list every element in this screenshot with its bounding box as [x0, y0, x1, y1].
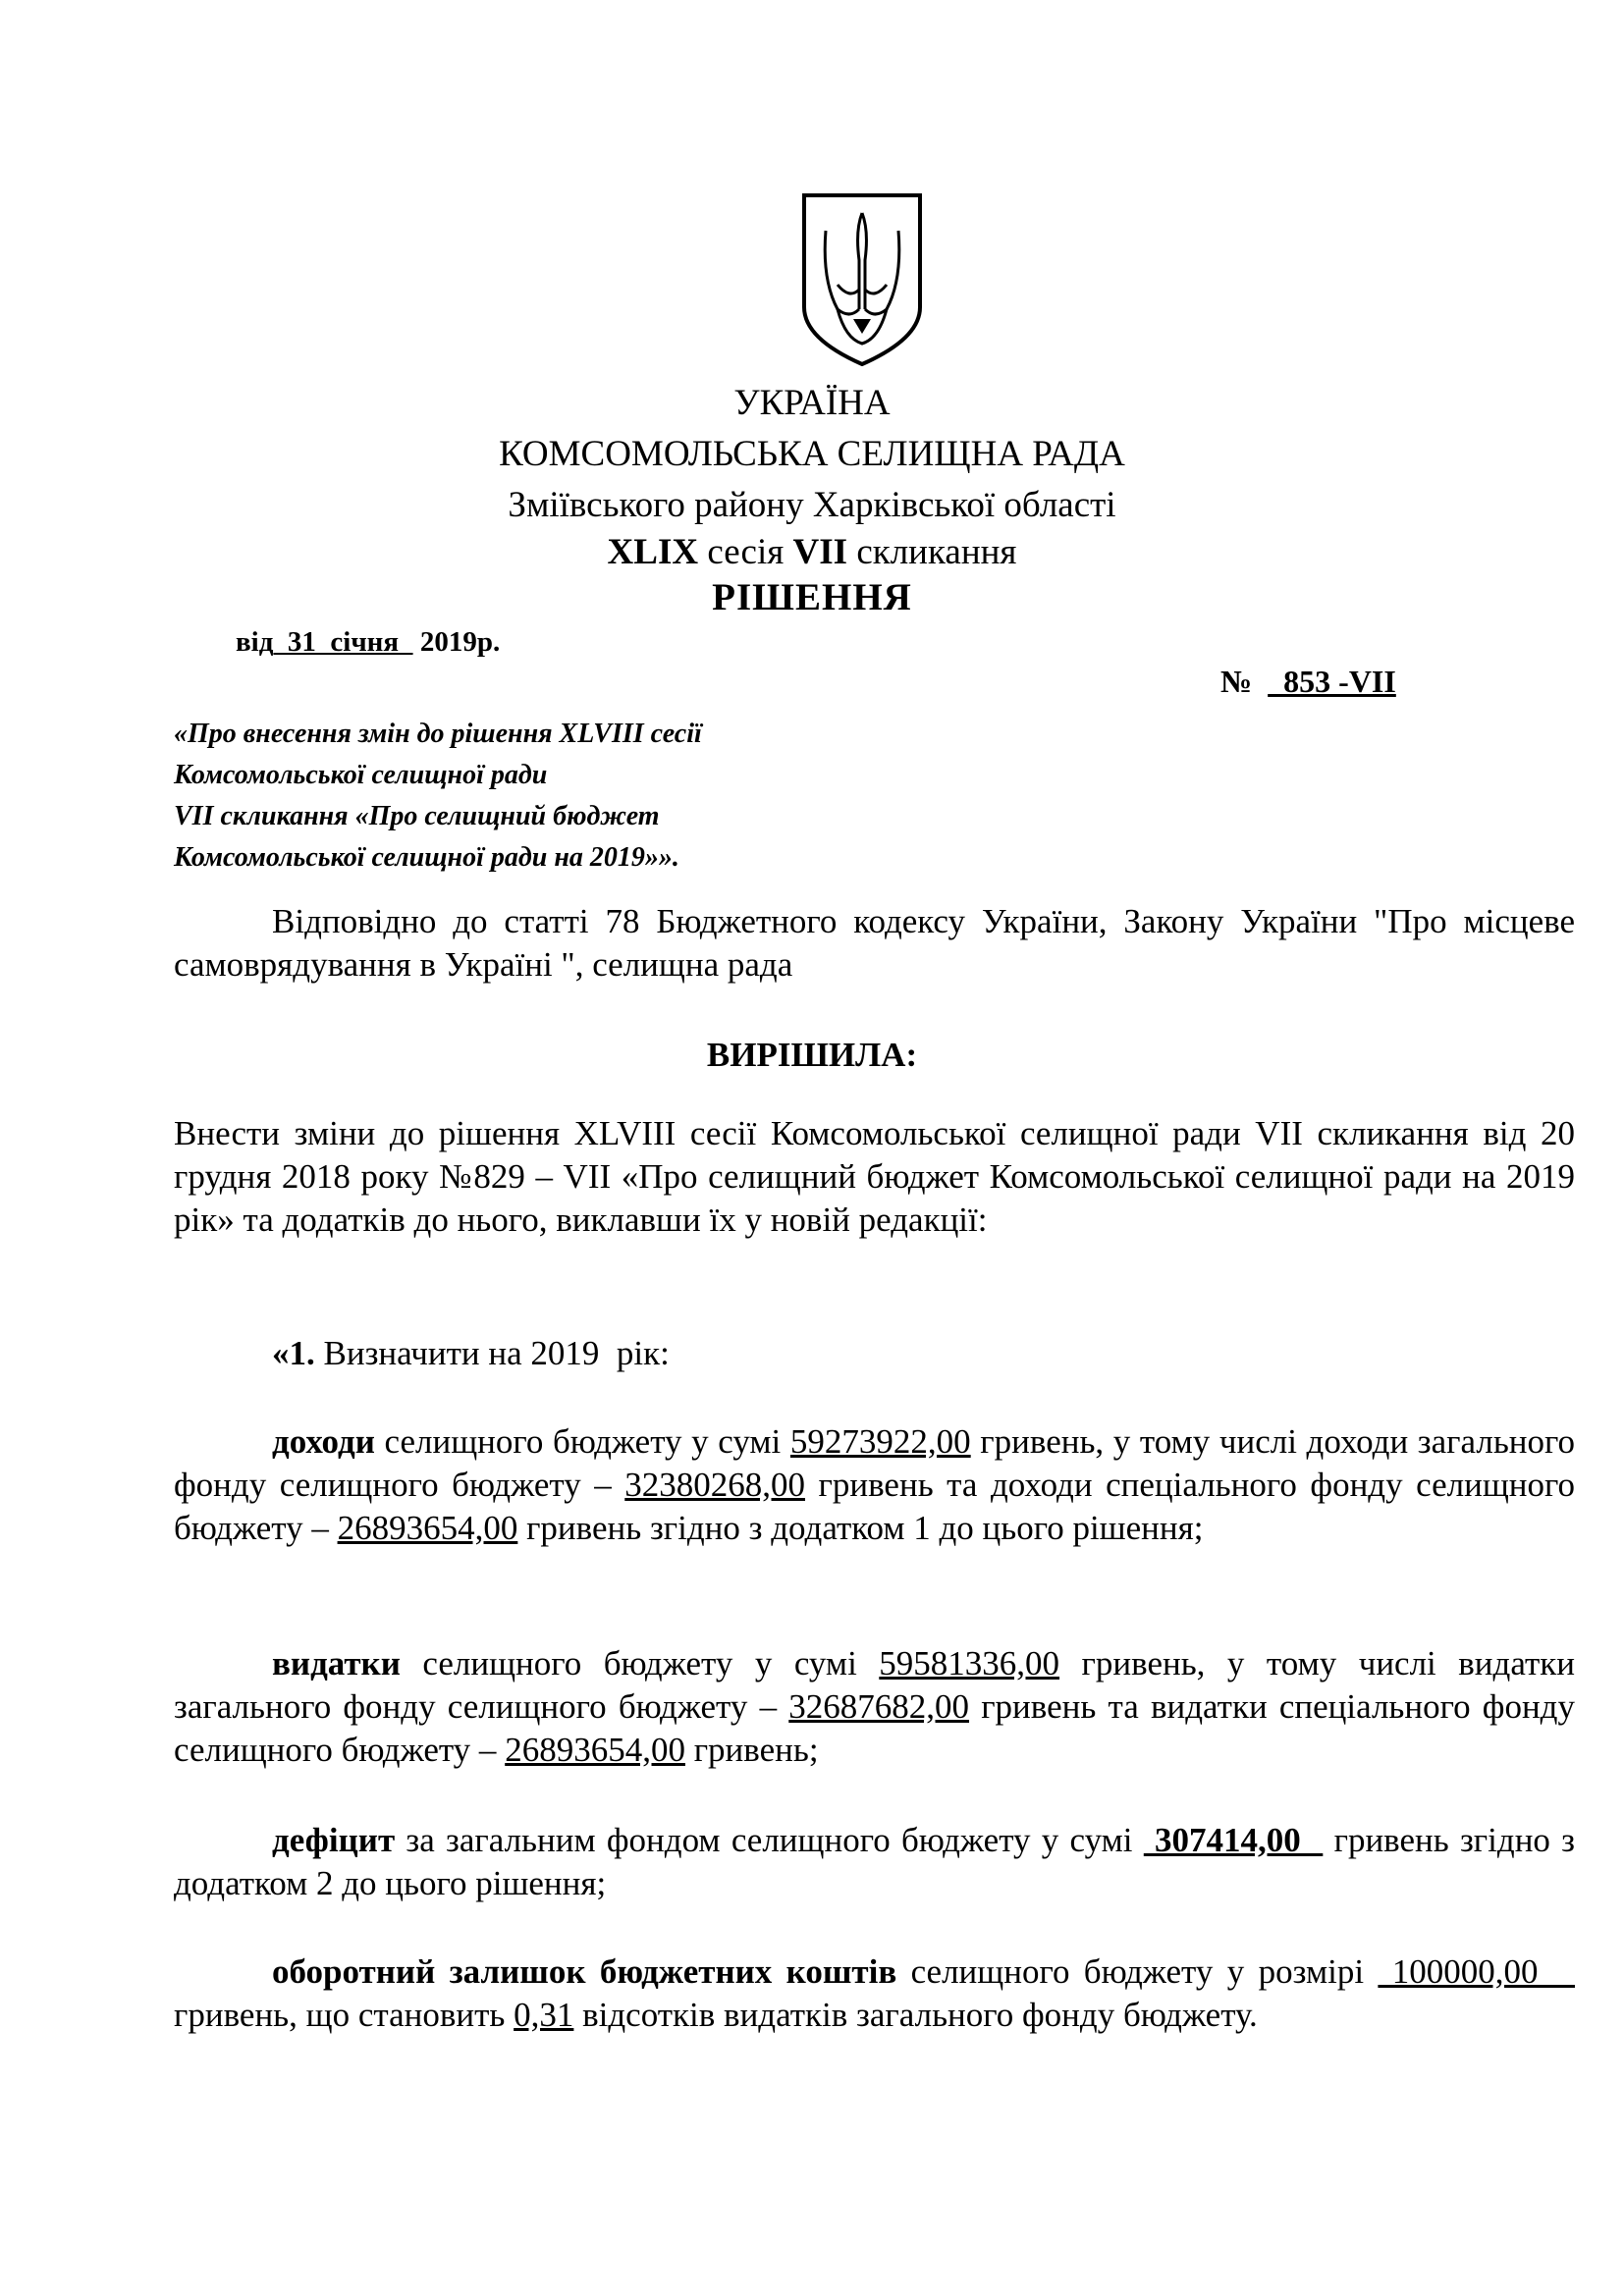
- decision-number: [1220, 660, 1396, 703]
- expense-text: гривень та видатки спеціального фонду селищного бюджету –: [174, 1687, 1575, 1769]
- convocation-number: VII: [792, 532, 848, 572]
- income-special-value: 26893654,00: [337, 1509, 518, 1547]
- income-paragraph: [174, 1420, 1575, 1550]
- income-general-value: 32380268,00: [624, 1466, 805, 1504]
- decision-date: [236, 622, 500, 662]
- expense-label: видатки: [272, 1644, 401, 1682]
- district-heading: Зміївського району Харківської області: [508, 485, 1116, 525]
- point-text: Визначити на 2019 рік:: [314, 1334, 670, 1372]
- expense-general-value: 32687682,00: [788, 1687, 970, 1726]
- session-number: XLIX: [607, 532, 699, 572]
- council-heading: КОМСОМОЛЬСЬКА СЕЛИЩНА РАДА: [499, 434, 1125, 474]
- point-number: «1.: [272, 1334, 315, 1372]
- number-label: №: [1220, 664, 1253, 699]
- title-line: Комсомольської селищної ради на 2019»».: [174, 842, 679, 873]
- date-value: 31 січня: [273, 626, 413, 658]
- reserve-percent: 0,31: [514, 1996, 574, 2034]
- reserve-label: оборотний залишок бюджетних коштів: [272, 1952, 897, 1991]
- income-text: гривень згідно з додатком 1 до цього рішення;: [517, 1509, 1204, 1547]
- title-line: Комсомольської селищної ради: [174, 760, 548, 790]
- coat-of-arms-emblem: [798, 191, 926, 368]
- reserve-text: гривень, що становить: [174, 1996, 514, 2034]
- income-label: доходи: [272, 1422, 375, 1461]
- deficit-label: дефіцит: [272, 1821, 396, 1859]
- title-line: VII скликання «Про селищний бюджет: [174, 801, 660, 831]
- income-total-value: 59273922,00: [789, 1422, 971, 1461]
- session-heading: [0, 527, 1624, 578]
- number-value: 853 -VII: [1268, 664, 1396, 699]
- reserve-text: селищного бюджету у розмірі: [896, 1952, 1379, 1991]
- convocation-word: скликання: [856, 532, 1017, 572]
- deficit-value: 307414,00: [1143, 1821, 1324, 1859]
- reserve-text: відсотків видатків загального фонду бюджету.: [573, 1996, 1258, 2034]
- deficit-paragraph: [174, 1819, 1575, 1905]
- amend-paragraph: Внести зміни до рішення XLVIII сесії Комсомольської селищної ради VII скликання від 20 грудня 2018 року №829 – VII «Про селищний бюджет Комсомольської селищної ради на 2019 рік» та додатків до нього, виклавши їх у новій редакції:: [174, 1114, 1575, 1239]
- expense-paragraph: [174, 1642, 1575, 1772]
- expense-special-value: 26893654,00: [505, 1731, 685, 1769]
- expense-text: гривень, у тому числі видатки загального фонду селищного бюджету –: [174, 1644, 1575, 1726]
- title-line: «Про внесення змін до рішення XLVIII сесії: [174, 719, 702, 749]
- decision-heading: РІШЕННЯ: [712, 576, 912, 618]
- income-text: селищного бюджету у сумі: [374, 1422, 790, 1461]
- deficit-text: гривень згідно з додатком 2 до цього рішення;: [174, 1821, 1576, 1902]
- expense-text: гривень;: [684, 1731, 819, 1769]
- date-prefix: від: [236, 626, 274, 658]
- decision-title: [174, 714, 702, 879]
- reserve-paragraph: [174, 1950, 1575, 2037]
- resolved-heading: ВИРІШИЛА:: [706, 1036, 918, 1074]
- reserve-value: 100000,00: [1378, 1952, 1576, 1991]
- point-1-paragraph: [174, 1332, 1575, 1375]
- country-heading: УКРАЇНА: [733, 383, 891, 423]
- expense-text: селищного бюджету у сумі: [400, 1644, 880, 1682]
- basis-paragraph: Відповідно до статті 78 Бюджетного кодексу України, Закону України "Про місцеве самоврядування в Україні ", селищна рада: [174, 902, 1575, 984]
- income-text: гривень та доходи спеціального фонду селищного бюджету –: [174, 1466, 1575, 1547]
- date-year: 2019р.: [419, 626, 501, 658]
- expense-total-value: 59581336,00: [879, 1644, 1060, 1682]
- income-text: гривень, у тому числі доходи загального фонду селищного бюджету –: [174, 1422, 1576, 1504]
- deficit-text: за загальним фондом селищного бюджету у сумі: [395, 1821, 1144, 1859]
- session-word: сесія: [707, 532, 785, 572]
